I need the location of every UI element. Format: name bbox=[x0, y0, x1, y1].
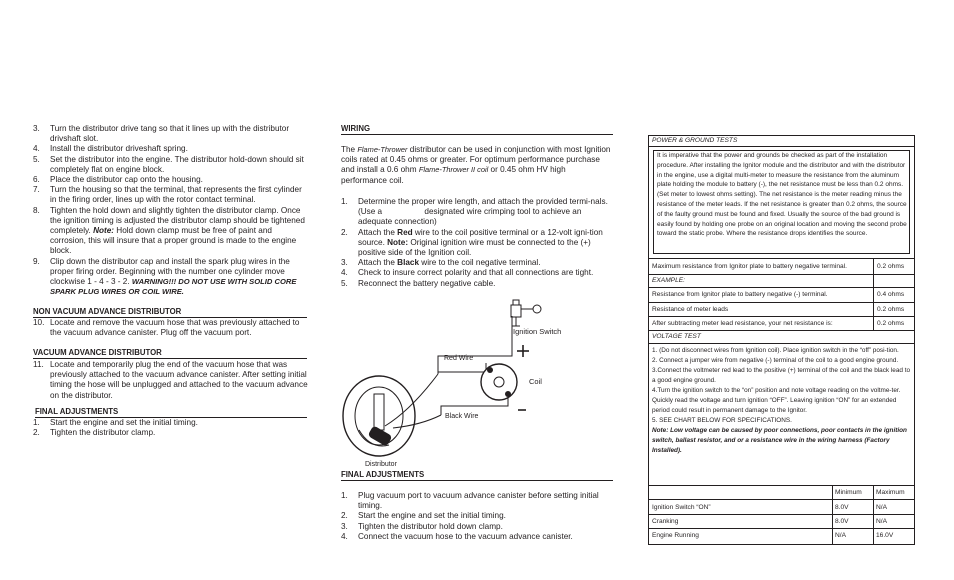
list-item: 1. Start the engine and set the initial timing. bbox=[33, 418, 198, 427]
list-item: 5. Set the distributor into the engine. The distributor hold-down should sit completely flat on engine block. bbox=[33, 154, 304, 174]
max-res-label: Maximum resistance from Ignitor plate to battery negative terminal. bbox=[652, 263, 847, 270]
list-item: 9. Clip down the distributor cap and install the spark plug wires in the proper firing order. Beginning with the number one cylinder move clockwise 1 - 4 - 3 - 2. WARNING!!! DO NOT USE WITH SOLID CORE SPARK PLUG WIRES OR COIL WIRE. bbox=[33, 256, 297, 297]
power-text: It is imperative that the power and grounds be checked as part of the installation procedure. After installing the Ignitor module and the distributor and with the distributor in the engine, use a digital multi-meter to measure the resistance from the aluminum plate holding the module to battery (-), the net resistance must be less than 0.2 ohms. (Set meter to lowest ohms setting). The net resistance is the meter reading minus the resistance of the meter leads. If the net resistance is greater than 0.2 ohms, the source of the faulty ground must be found and fixed. Usually the source of the bad ground is easily found by holding one probe on an original location and moving the second probe toward the static probe. Where the resistance drops identifies the source. bbox=[657, 152, 907, 238]
list-item: 4. Connect the vacuum hose to the vacuum advance canister. bbox=[341, 531, 573, 541]
list-item: 2. Start the engine and set the initial timing. bbox=[341, 511, 506, 521]
list-item: 10. Locate and remove the vacuum hose that was previously attached to the vacuum advance canister. Plug off the vacuum port. bbox=[33, 318, 300, 338]
table-row: Resistance of meter leads 0.2 ohms bbox=[648, 303, 915, 317]
wiring-steps-list bbox=[341, 197, 613, 289]
list-item: 2. Tighten the distributor clamp. bbox=[33, 428, 156, 438]
table-row: Ignition Switch “ON” 8.0V N/A bbox=[648, 500, 915, 515]
power-ground-heading: POWER & GROUND TESTS bbox=[648, 135, 915, 147]
list-item: 4. Check to insure correct polarity and that all connections are tight. bbox=[341, 268, 594, 278]
list-item: 8. Tighten the hold down and slightly tighten the distributor clamp. Once the ignition timing is adjusted the distributor clamp should be tightened completely. Note: Hold down clamp must be free of paint and corrosion, this will insure that a proper ground is made to the engine block. bbox=[33, 205, 305, 256]
list-item: 3. Turn the distributor drive tang so that it lines up with the distributor drivshaft slot. bbox=[33, 124, 290, 144]
nonvac-steps-list bbox=[33, 318, 308, 338]
list-item: 3. Attach the Black wire to the coil negative terminal. bbox=[341, 258, 541, 268]
voltage-test-text: 1. (Do not disconnect wires from Ignition coil). Place ignition switch in the “off” posi-tion. 2. Connect a jumper wire from negative (-) terminal of the coil to a good engine ground. 3.Connect the voltmeter red lead to the positive (+) terminal of the coil and the black lead to a good engine ground. 4.Turn the ignition switch to the “on” position and note voltage reading on the voltme-ter. Quickly read the voltage and turn ignition “OFF”. Leaving ignition “ON” for an extended period could result in permanent damage to the Ignitor. 5. SEE CHART BELOW FOR SPECIFICATIONS. Note: Low voltage can be caused by poor connections, poor contacts in the ignition switch, ballast resistor, and or a resistance wire in the wiring harness (Factory Installed). bbox=[652, 346, 914, 456]
distributor-icon bbox=[343, 374, 441, 456]
final-adjustments-heading: FINAL ADJUSTMENTS bbox=[35, 407, 307, 418]
final-steps-list bbox=[33, 418, 308, 438]
wiring-heading: WIRING bbox=[341, 124, 613, 135]
list-item: 2. Attach the Red wire to the coil positive terminal or a 12-volt igni-tion source. Note: Original ignition wire must be connected to the (+) positive side of the Ignition coil. bbox=[341, 227, 603, 258]
warning-text: WARNING!!! DO NOT USE WITH SOLID CORE SPARK PLUG WIRES OR COIL WIRE. bbox=[50, 277, 297, 297]
spec-header-row: Minimum Maximum bbox=[648, 486, 915, 500]
max-res-value: 0.2 ohms bbox=[877, 263, 905, 270]
table-row: After subtracting meter lead resistance, your net resistance is: 0.2 ohms bbox=[648, 317, 915, 331]
wiring-diagram bbox=[341, 290, 613, 470]
vac-heading: VACUUM ADVANCE DISTRIBUTOR bbox=[33, 348, 307, 359]
list-item: 7. Turn the housing so that the terminal, that represents the first cylinder in the firing order, lines up with the rotor contact terminal. bbox=[33, 185, 302, 205]
nonvac-heading: NON VACUUM ADVANCE DISTRIBUTOR bbox=[33, 307, 307, 318]
list-item: 1. Plug vacuum port to vacuum advance canister before setting initial timing. bbox=[341, 491, 599, 511]
list-item: 6. Place the distributor cap onto the housing. bbox=[33, 175, 203, 185]
table-row: Engine Running N/A 16.0V bbox=[652, 532, 894, 539]
table-row: Cranking 8.0V N/A bbox=[648, 515, 915, 529]
example-heading: EXAMPLE: bbox=[648, 275, 915, 288]
table-row: Resistance from Ignitor plate to battery negative (-) terminal. 0.4 ohms bbox=[648, 288, 915, 303]
table-row bbox=[648, 259, 915, 275]
voltage-test-heading: VOLTAGE TEST bbox=[648, 331, 915, 344]
list-item: 5. Reconnect the battery negative cable. bbox=[341, 278, 496, 288]
vac-steps-list bbox=[33, 360, 308, 401]
list-item: 4. Install the distributor driveshaft spring. bbox=[33, 144, 188, 154]
final-adjustments-heading-2: FINAL ADJUSTMENTS bbox=[341, 470, 613, 481]
list-item: 11. Locate and temporarily plug the end of the vacuum hose that was previously attached to the vacuum advance canister. After setting initial timing the hose will be unplugged and attached to the vacuum advance on the distributor. bbox=[33, 360, 308, 400]
list-item: 3. Tighten the distributor hold down clamp. bbox=[341, 521, 503, 531]
note-label: Note: bbox=[93, 226, 114, 236]
list-item: 1. Determine the proper wire length, and attach the provided termi-nals. (Use a designated wire crimping tool to achieve an adequate connection) bbox=[341, 197, 608, 227]
distributor-label: Distributor bbox=[365, 461, 397, 468]
coil-label: Coil bbox=[529, 377, 542, 386]
voltage-note: Note: Low voltage can be caused by poor connections, poor contacts in the ignition switch, ballast resistor, and or a resistance wire in the wiring harness (Factory Installed). bbox=[652, 427, 907, 454]
ignition-switch-label: Ignition Switch bbox=[513, 327, 562, 336]
install-steps-list bbox=[33, 124, 308, 297]
final-steps-list-2 bbox=[341, 491, 613, 542]
wiring-intro: The Flame-Thrower distributor can be used in conjunction with most Ignition coils rated at 0.45 ohms or greater. For optimum performance purchase and install a 0.6 ohm Flame-Thrower II coil or 0.45 ohm HV high performance coil. bbox=[341, 145, 611, 185]
red-wire-label: Red Wire bbox=[444, 355, 474, 362]
coil-icon bbox=[481, 345, 529, 410]
black-wire-label: Black Wire bbox=[445, 413, 479, 420]
